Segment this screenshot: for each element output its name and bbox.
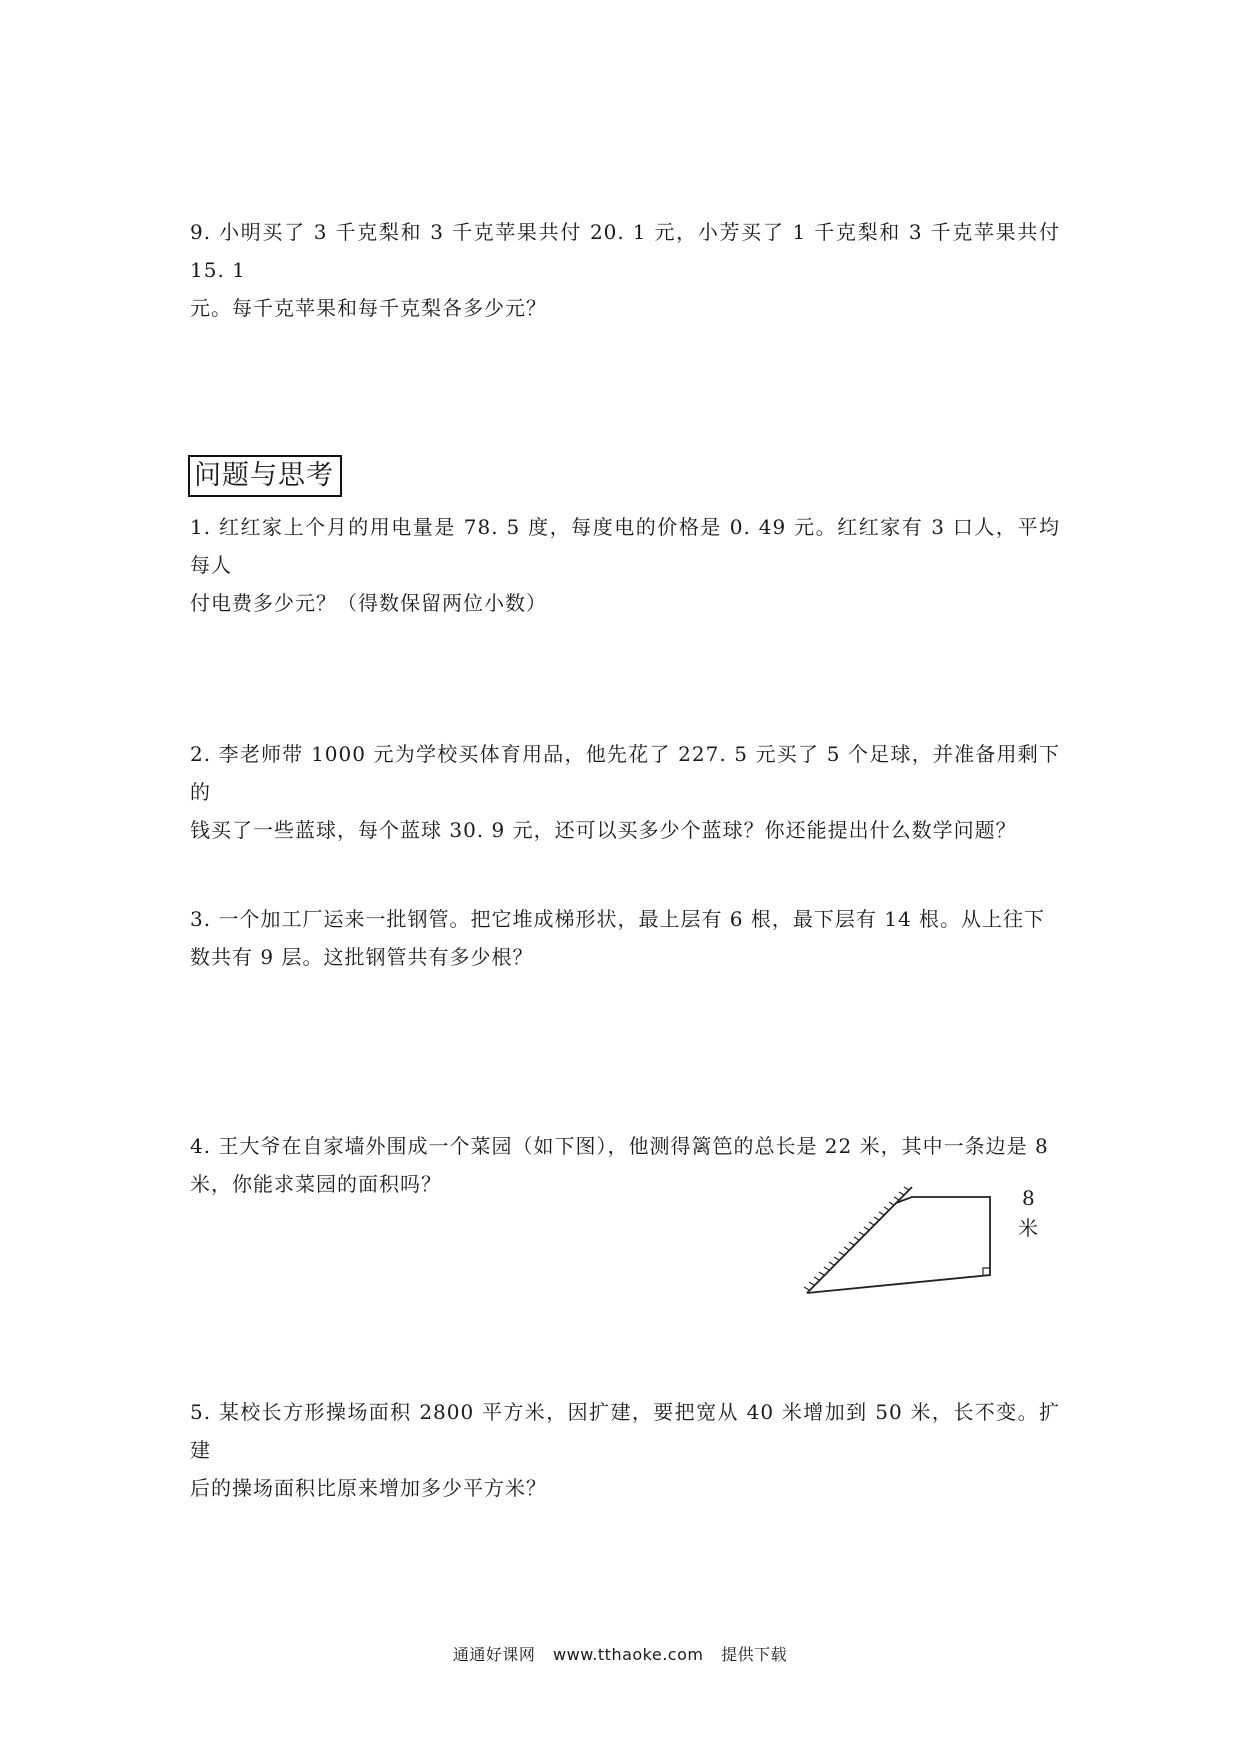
footer-suffix: 提供下载	[721, 1645, 788, 1664]
fence-outline	[807, 1197, 990, 1293]
side-length-number: 8	[1022, 1186, 1035, 1210]
footer-url[interactable]: www.tthaoke.com	[553, 1645, 704, 1664]
footer-site-name: 通通好课网	[452, 1645, 536, 1664]
question-3-line-1: 3. 一个加工厂运来一批钢管。把它堆成梯形状，最上层有 6 根，最下层有 14 根。从上往下	[190, 907, 1046, 931]
question-3-line-2: 数共有 9 层。这批钢管共有多少根？	[190, 945, 534, 969]
question-9	[190, 213, 1060, 327]
wall-hatching	[804, 1187, 909, 1290]
question-1	[190, 508, 1060, 622]
question-5-line-1: 5. 某校长方形操场面积 2800 平方米，因扩建，要把宽从 40 米增加到 50 米，长不变。扩建	[190, 1400, 1060, 1462]
question-1-line-2: 付电费多少元？（得数保留两位小数）	[190, 591, 547, 615]
question-5-line-2: 后的操场面积比原来增加多少平方米？	[190, 1476, 547, 1500]
side-length-unit: 米	[1018, 1216, 1038, 1240]
question-2	[190, 735, 1060, 849]
page-footer	[0, 1642, 1240, 1665]
question-9-line-1: 9. 小明买了 3 千克梨和 3 千克苹果共付 20. 1 元，小芳买了 1 千克梨和 3 千克苹果共付 15. 1	[190, 220, 1060, 282]
section-title: 问题与思考	[188, 455, 342, 497]
question-5	[190, 1393, 1060, 1507]
question-2-line-2: 钱买了一些蓝球，每个蓝球 30. 9 元，还可以买多少个蓝球？你还能提出什么数学问题？	[190, 818, 1017, 842]
question-1-line-1: 1. 红红家上个月的用电量是 78. 5 度，每度电的价格是 0. 49 元。红红家有 3 口人，平均每人	[190, 515, 1060, 577]
question-3	[190, 900, 1060, 976]
question-4-line-1: 4. 王大爷在自家墙外围成一个菜园（如下图），他测得篱笆的总长是 22 米，其中一条边是 8	[190, 1134, 1049, 1158]
garden-figure	[800, 1175, 1060, 1295]
question-9-line-2: 元。每千克苹果和每千克梨各多少元？	[190, 296, 547, 320]
right-angle-mark	[983, 1268, 990, 1275]
question-4-line-2: 米，你能求菜园的面积吗？	[190, 1172, 442, 1196]
question-2-line-1: 2. 李老师带 1000 元为学校买体育用品，他先花了 227. 5 元买了 5 个足球，并准备用剩下的	[190, 742, 1060, 804]
